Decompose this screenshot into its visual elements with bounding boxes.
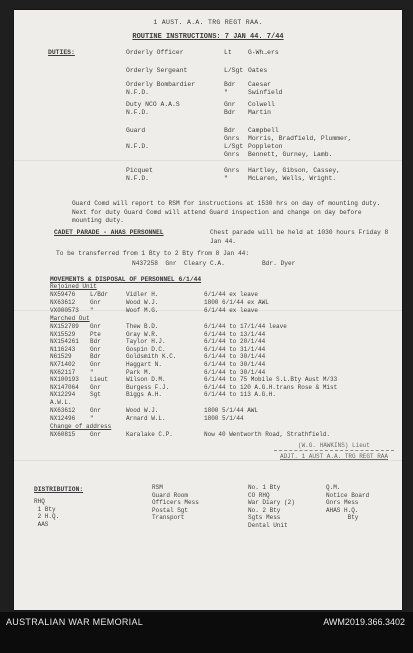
duty-names: Poppleton (248, 143, 283, 150)
rank: Gnr (90, 323, 101, 330)
rank: Gnr (90, 431, 101, 438)
movement-detail: 6/1/44 to 30/1/44 (204, 368, 266, 376)
duty-rank: Bdr (224, 109, 236, 116)
person-name: Wood W.J. (126, 299, 159, 306)
person-name: Wood W.J. (126, 407, 159, 414)
archive-footer (0, 612, 413, 653)
duty-names: Swinfield (248, 89, 283, 96)
rank: Pte (90, 330, 101, 338)
duty-rank: Gnr (224, 101, 236, 108)
archive-name: AUSTRALIAN WAR MEMORIAL (6, 617, 144, 627)
person-name: Arnard W.L. (126, 415, 166, 422)
duty-role: N.F.D. (126, 143, 150, 150)
rank: Bdr (90, 353, 101, 361)
duty-role: Orderly Bombardier (126, 81, 196, 88)
distribution-label: DISTRIBUTION: (34, 486, 84, 493)
rank: L/Bdr (90, 291, 109, 298)
rank: Gnr (90, 383, 101, 391)
person-name: Goldsmith K.C. (126, 353, 177, 361)
person-name: Biggs A.H. (126, 391, 163, 399)
duty-names: Morris, Bradfield, Plummer, (248, 135, 352, 142)
service-number: NX12294 (50, 391, 76, 399)
person-name: Taylor H.J. (126, 338, 166, 346)
person-name: Park M. (126, 368, 152, 376)
duty-names: Campbell (248, 127, 279, 134)
movement-detail: 1800 5/1/44 AWL (204, 407, 259, 414)
duty-rank: L/Sgt (224, 143, 244, 150)
duty-rank: Bdr (224, 127, 236, 134)
service-number: NX63612 (50, 407, 76, 414)
movement-detail: Now 40 Wentworth Road, Strathfield. (204, 431, 331, 438)
movement-detail: 6/1/44 to 30/1/44 (204, 353, 266, 361)
document-page (14, 10, 402, 610)
duty-role: Picquet (126, 167, 153, 174)
marched-out-label: Marched Out (50, 315, 90, 322)
service-number: NX154261 (50, 338, 79, 346)
service-number: VX000573 (50, 307, 79, 314)
duty-names: Hartley, Gibson, Cassey, (248, 167, 341, 174)
person-name: Thew B.D. (126, 323, 159, 330)
movement-detail: 6/1/44 to 30/1/44 (204, 361, 266, 368)
rank: " (90, 307, 94, 314)
parade-heading: CADET PARADE - AHAS PERSONNEL (54, 229, 164, 236)
service-number: NX12496 (50, 415, 76, 422)
duty-role: Duty NCO A.A.S (126, 101, 180, 108)
movement-detail: 6/1/44 ex leave (204, 291, 259, 298)
distribution-col-2: RSM Guard Room Officers Mess Postal Sgt Transport (152, 484, 199, 521)
rank: " (90, 415, 94, 422)
movement-detail: 6/1/44 to 20/1/44 (204, 338, 266, 346)
person-name: Haggart N. (126, 361, 163, 368)
transfer-text: To be transferred from 1 Bty to 2 Bty from 8 Jan 44: (56, 250, 250, 257)
movement-detail: 1800 5/1/44 (204, 415, 244, 422)
duty-rank: Lt (224, 49, 232, 56)
service-number: NX60815 (50, 431, 76, 438)
movement-detail: 6/1/44 ex leave (204, 307, 259, 314)
rank: " (90, 368, 94, 376)
movements-heading: MOVEMENTS & DISPOSAL OF PERSONNEL 6/1/44 (50, 276, 202, 283)
person-name: Karalake C.P. (126, 431, 173, 438)
duty-names: Colwell (248, 101, 275, 108)
rank: Sgt (90, 391, 101, 399)
service-number: N116243 (50, 345, 76, 353)
duty-names: Caesar (248, 81, 272, 88)
service-number: N61529 (50, 353, 72, 361)
distribution-col-4: Q.M. Notice Board Gnrs Mess AHAS H.Q. Bty (326, 484, 370, 521)
duty-rank: Gnrs (224, 167, 240, 174)
guard-note: Guard Comd will report to RSM for instructions at 1530 hrs on day of mounting duty. Next for duty Guard Comd will attend Guard inspection and change on day before mounting duty. (72, 200, 381, 224)
rank: Bdr (90, 338, 101, 346)
rank: Gnr (90, 361, 101, 368)
duty-rank: " (224, 175, 228, 182)
person-name: Vidler H. (126, 291, 159, 298)
service-number: NX71402 (50, 361, 76, 368)
rank: Gnr (90, 345, 101, 353)
duty-names: G-Wh…ers (248, 49, 279, 56)
service-number: NX59476 (50, 291, 76, 298)
duty-names: Martin (248, 109, 272, 116)
person-name: Burgess F.J. (126, 383, 170, 391)
document-title: ROUTINE INSTRUCTIONS: 7 JAN 44. 7/44 (132, 33, 284, 41)
duty-rank: Gnrs (224, 151, 240, 158)
duty-rank: Bdr (224, 81, 236, 88)
service-number: NX15529 (50, 330, 76, 338)
duty-role: N.F.D. (126, 89, 150, 96)
person-name: Gospin D.C. (126, 345, 166, 353)
signature-title: ADJT. 1 AUST A.A. TRG REGT RAA (279, 453, 389, 460)
rank: Lieut (90, 376, 109, 384)
person-name: Woof M.G. (126, 307, 159, 314)
awl-label: A.W.L. (50, 399, 72, 406)
change-of-address-label: Change of address (50, 423, 112, 430)
movement-detail: 6/1/44 to 113 A.G.H. (204, 391, 277, 399)
movement-detail: 6/1/44 to 75 Mobile S.L.Bty Aust M/33 (204, 376, 338, 384)
signature-block (274, 442, 394, 461)
transfer-line: N437258 Gnr Cleary C.A. Bdr. Dyer (132, 260, 296, 267)
unit-header: 1 AUST. A.A. TRG REGT RAA. (153, 19, 263, 26)
movement-detail: 6/1/44 to 13/1/44 (204, 330, 266, 338)
duty-role: Orderly Officer (126, 49, 184, 56)
signature-name: (W.G. HAWKINS) Lieut (297, 442, 370, 449)
duty-names: Bennett, Gurney, Lamb. (248, 151, 333, 158)
duty-role: N.F.D. (126, 175, 150, 182)
person-name: Gray W.R. (126, 330, 159, 338)
movement-detail: 6/1/44 to 17/1/44 leave (204, 323, 287, 330)
rejoined-unit-label: Rejoined Unit (50, 283, 97, 290)
parade-text: Chest parade will be held at 1030 hours Friday 8 Jan 44. (210, 229, 389, 245)
duty-rank: " (224, 89, 228, 96)
person-name: Wilson D.M. (126, 376, 166, 384)
rank: Gnr (90, 407, 101, 414)
duty-role: Guard (126, 127, 146, 134)
duty-role: N.F.D. (126, 109, 150, 116)
service-number: NX100193 (50, 376, 79, 384)
distribution-col-3: No. 1 Bty CO RHQ War Diary (2) No. 2 Bty Sgts Mess Dental Unit (248, 484, 295, 529)
distribution-col-1: RHQ 1 Bty 2 H.Q. AAS (34, 498, 60, 528)
service-number: NX152789 (50, 323, 79, 330)
rank: Gnr (90, 299, 101, 306)
duty-role: Orderly Sergeant (126, 67, 188, 74)
duties-label: DUTIES: (48, 49, 75, 56)
duty-names: Oates (248, 67, 268, 74)
duty-rank: Gnrs (224, 135, 240, 142)
service-number: NX147064 (50, 383, 79, 391)
duty-rank: L/Sgt (224, 67, 244, 74)
service-number: NX63612 (50, 299, 76, 306)
movement-detail: 1800 6/1/44 ex AWL (204, 299, 269, 306)
movement-detail: 6/1/44 to 120 A.G.H.trans Rose & Mist (204, 383, 338, 391)
service-number: NX62117 (50, 368, 76, 376)
duty-names: McLaren, Wells, Wright. (248, 175, 337, 182)
movement-detail: 6/1/44 to 31/1/44 (204, 345, 266, 353)
archive-id: AWM2019.366.3402 (323, 617, 405, 627)
